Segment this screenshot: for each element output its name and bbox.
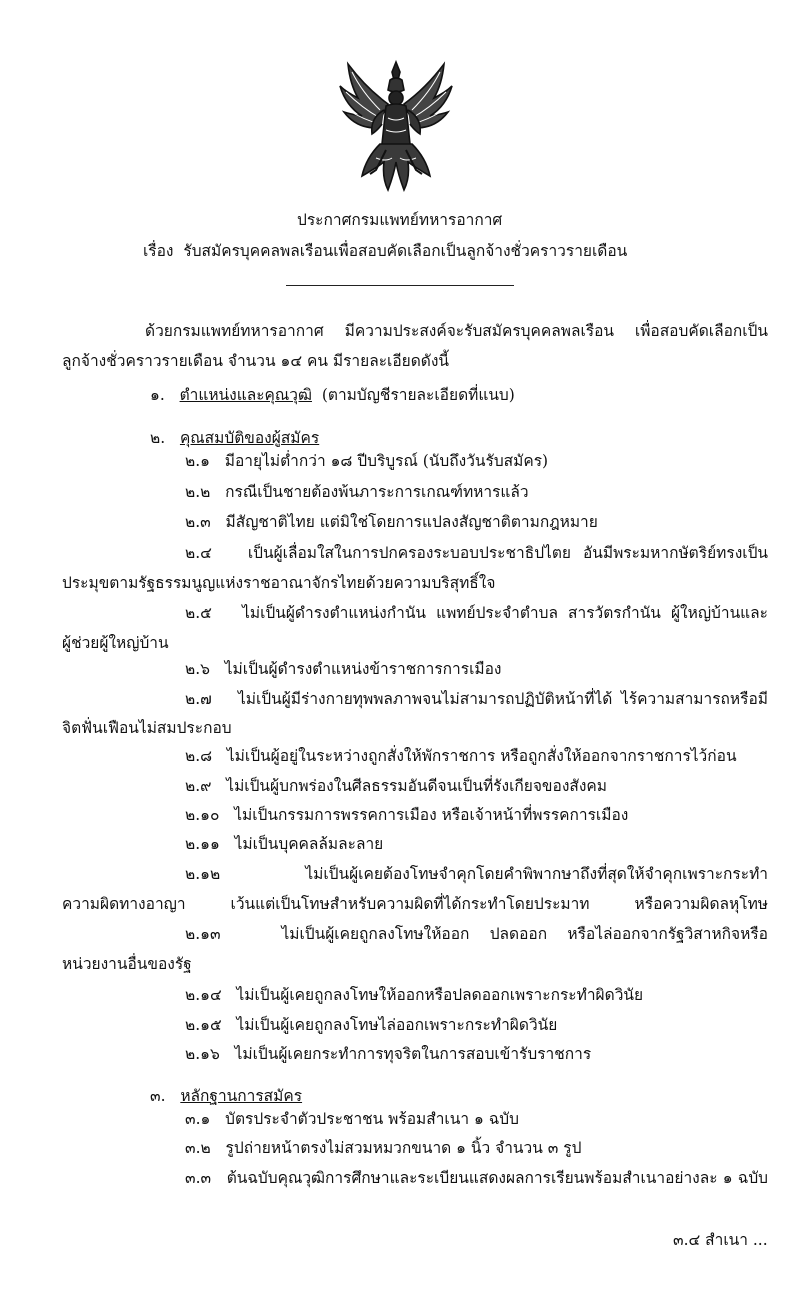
list-item: ๒.๑๐ ไม่เป็นกรรมการพรรคการเมือง หรือเจ้าหน้าที่พรรคการเมือง [185, 806, 629, 824]
list-item-continuation: ผู้ช่วยผู้ใหญ่บ้าน [62, 634, 169, 652]
list-item: ๒.๑๒ ไม่เป็นผู้เคยต้องโทษจำคุกโดยคำพิพากษาถึงที่สุดให้จำคุกเพราะกระทำ [185, 865, 768, 883]
list-item: ๓.๑ บัตรประจำตัวประชาชน พร้อมสำเนา ๑ ฉบับ [185, 1110, 519, 1128]
document-title: ประกาศกรมแพทย์ทหารอากาศ [297, 211, 503, 229]
section-title: ตำแหน่งและคุณวุฒิ [179, 386, 312, 404]
list-item: ๒.๘ ไม่เป็นผู้อยู่ในระหว่างถูกสั่งให้พักราชการ หรือถูกสั่งให้ออกจากราชการไว้ก่อน [185, 747, 737, 765]
list-item: ๒.๑๕ ไม่เป็นผู้เคยถูกลงโทษไล่ออกเพราะกระทำผิดวินัย [185, 1016, 558, 1034]
list-item: ๒.๑๓ ไม่เป็นผู้เคยถูกลงโทษให้ออก ปลดออก หรือไล่ออกจากรัฐวิสาหกิจหรือ [185, 925, 768, 943]
list-item-continuation: ความผิดทางอาญา เว้นแต่เป็นโทษสำหรับความผิดที่ได้กระทำโดยประมาท หรือความผิดลหุโทษ [62, 895, 768, 913]
section-number: ๒. [150, 429, 166, 447]
list-item: ๓.๒ รูปถ่ายหน้าตรงไม่สวมหมวกขนาด ๑ นิ้ว จำนวน ๓ รูป [185, 1139, 582, 1157]
intro-line-2: ลูกจ้างชั่วคราวรายเดือน จำนวน ๑๔ คน มีรายละเอียดดังนี้ [62, 352, 450, 370]
section-3-heading [150, 1086, 302, 1106]
section-2-heading [150, 428, 319, 448]
section-1-heading [150, 385, 515, 405]
list-item: ๒.๙ ไม่เป็นผู้บกพร่องในศีลธรรมอันดีจนเป็นที่รังเกียจของสังคม [185, 777, 608, 795]
list-item: ๒.๓ มีสัญชาติไทย แต่มิใช่โดยการแปลงสัญชาติตามกฎหมาย [185, 513, 598, 531]
list-item: ๒.๑ มีอายุไม่ต่ำกว่า ๑๘ ปีบริบูรณ์ (นับถึงวันรับสมัคร) [185, 452, 549, 470]
list-item: ๒.๑๔ ไม่เป็นผู้เคยถูกลงโทษให้ออกหรือปลดออกเพราะกระทำผิดวินัย [185, 986, 644, 1004]
page-continuation: ๓.๔ สำเนา ... [673, 1231, 768, 1249]
list-item: ๒.๑๖ ไม่เป็นผู้เคยกระทำการทุจริตในการสอบเข้ารับราชการ [185, 1045, 592, 1063]
list-item-continuation: จิตฟั่นเฟือนไม่สมประกอบ [62, 719, 232, 737]
list-item: ๒.๒ กรณีเป็นชายต้องพ้นภาระการเกณฑ์ทหารแล้ว [185, 483, 529, 501]
garuda-emblem-icon [336, 58, 456, 198]
list-item-continuation: หน่วยงานอื่นของรัฐ [62, 955, 192, 973]
list-item: ๒.๕ ไม่เป็นผู้ดำรงตำแหน่งกำนัน แพทย์ประจำตำบล สารวัตรกำนัน ผู้ใหญ่บ้านและ [185, 604, 768, 622]
section-number: ๓. [150, 1087, 166, 1105]
subject-text: รับสมัครบุคคลพลเรือนเพื่อสอบคัดเลือกเป็นลูกจ้างชั่วคราวรายเดือน [183, 242, 628, 260]
intro-line-1: ด้วยกรมแพทย์ทหารอากาศ มีความประสงค์จะรับสมัครบุคคลพลเรือน เพื่อสอบคัดเลือกเป็น [145, 322, 768, 340]
list-item-continuation: ประมุขตามรัฐธรรมนูญแห่งราชอาณาจักรไทยด้วยความบริสุทธิ์ใจ [62, 574, 496, 592]
section-title: คุณสมบัติของผู้สมัคร [179, 429, 320, 447]
subject-label: เรื่อง [143, 242, 174, 260]
document-subject [143, 241, 627, 261]
section-number: ๑. [150, 386, 165, 404]
list-item: ๓.๓ ต้นฉบับคุณวุฒิการศึกษาและระเบียนแสดงผลการเรียนพร้อมสำเนาอย่างละ ๑ ฉบับ [185, 1169, 769, 1187]
list-item: ๒.๔ เป็นผู้เลื่อมใสในการปกครองระบอบประชาธิปไตย อันมีพระมหากษัตริย์ทรงเป็น [185, 544, 769, 562]
list-item: ๒.๑๑ ไม่เป็นบุคคลล้มละลาย [185, 835, 384, 853]
section-title: หลักฐานการสมัคร [180, 1087, 303, 1105]
list-item: ๒.๗ ไม่เป็นผู้มีร่างกายทุพพลภาพจนไม่สามารถปฏิบัติหน้าที่ได้ ไร้ความสามารถหรือมี [185, 690, 768, 708]
section-note: (ตามบัญชีรายละเอียดที่แนบ) [321, 386, 515, 404]
title-divider [286, 285, 514, 286]
list-item: ๒.๖ ไม่เป็นผู้ดำรงตำแหน่งข้าราชการการเมือง [185, 660, 502, 678]
